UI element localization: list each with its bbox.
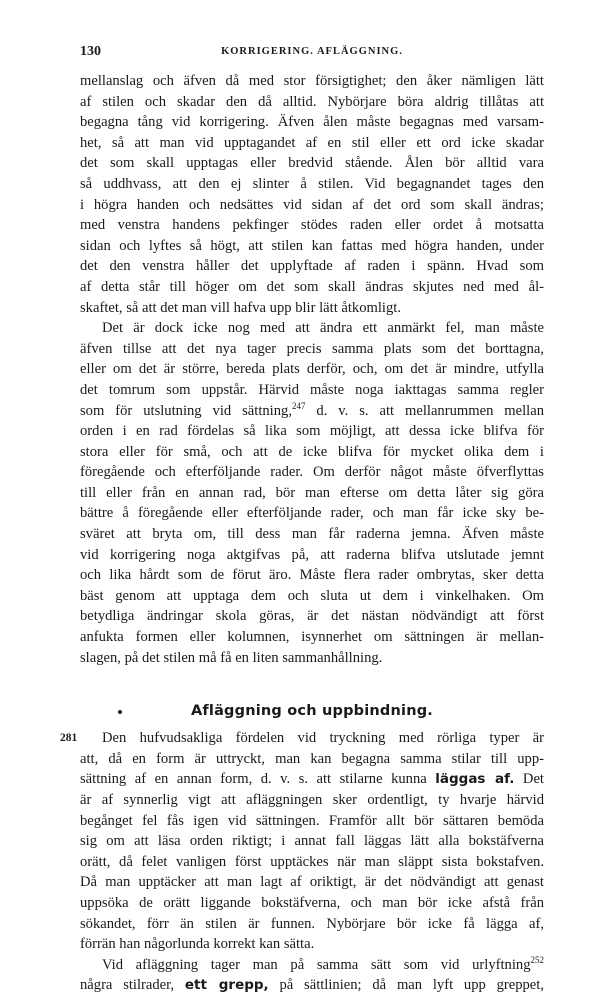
text-line: mellanslag och äfven då med stor försigtighet; den åker nämligen lätt [80, 73, 544, 89]
text-run: Det [514, 771, 544, 788]
paragraph-1 [80, 71, 544, 318]
text-run: som för utslutning vid sättning, [80, 402, 292, 419]
text-line: är af synnerlig vigt att afläggningen sker ordentligt, ty hvarje härvid [80, 792, 544, 808]
text-line: stora eller för små, och att de icke blifva för mycket olika dem i [80, 443, 544, 460]
text-line [80, 401, 544, 422]
text-line: het, så att man vid upptagandet af en stil eller ett ord icke skadar [80, 134, 544, 151]
text-line: orden i en rad fördelas så lika som möjligt, att dessa icke blifva för [80, 423, 544, 440]
text-line [80, 975, 544, 996]
text-line [80, 955, 544, 976]
text-line: bäst genom att upptaga dem och sluta ut dem i vinkelhaken. Om [80, 587, 544, 604]
text-line: så uddhvass, att den ej slinter å stilen. Vid begagnandet tages den [80, 175, 544, 192]
text-line: och lika hårdt som de förut äro. Måste flera rader ombrytas, sker detta [80, 567, 544, 584]
bullet-mark [118, 710, 122, 714]
text-line [80, 769, 544, 790]
text-line: föregående och efterföljande rader. Om derför något måste öfverflyttas [80, 464, 544, 481]
text-line: med venstra handens pekfinger stödes raden eller ordet å motsatta [80, 217, 544, 234]
emphasis-term: ett grepp, [184, 977, 269, 994]
text-line: betydliga ändringar skola göras, är det nästan nödvändigt att först [80, 608, 544, 625]
text-line: sväret att bryta om, till dess man får raderna jemna. Äfven måste [80, 526, 544, 543]
text-run: d. v. s. att mellanrummen mellan [305, 402, 545, 419]
text-line: till eller från en annan rad, bör man efterse om detta låter sig göra [80, 484, 544, 501]
text-line: det den venstra håller det upplyftade af raden i spänn. Hvad som [80, 258, 544, 275]
text-line: orätt, då felet vanligen först upptäckes när man släppt sista bokstafven. [80, 853, 544, 870]
text-run: sättning af en annan form, d. v. s. att stilarne kunna [80, 771, 436, 788]
paragraph-afläggning [80, 955, 544, 996]
section-heading-text: Afläggning och uppbindning. [190, 703, 434, 720]
page-number: 130 [80, 44, 101, 59]
margin-number: 281 [60, 732, 78, 745]
section-spacer [80, 668, 544, 694]
text-line: förrän han någorlunda korrekt kan sätta. [80, 936, 315, 953]
running-title: KORRIGERING. AFLÄGGNING. [221, 46, 403, 57]
text-line: sökandet, förr än stilen är funnen. Nybörjare bör icke få lägga af, [80, 915, 544, 932]
footnote-ref: 247 [291, 400, 306, 411]
text-line [60, 728, 544, 749]
text-line: bättre å föregående eller efterföljande rader, och man får icke sky be- [80, 505, 544, 522]
text-line: eller om det är större, bereda plats derför, och, om det är mindre, utfylla [80, 361, 544, 378]
text-line: af detta står till höger om det som skall ändras skjutes ned med ål- [80, 278, 544, 295]
text-run: på sättlinien; då man lyft upp greppet, [268, 977, 544, 994]
text-line: Då man upptäcker att man lagt af oriktigt, är det nödvändigt att genast [80, 874, 544, 891]
text-line: uppsöka de orätt liggande bokstäfverna, och man bör icke afstå från [80, 894, 544, 911]
text-run: Den hufvudsakliga fördelen vid tryckning med rörliga typer är [102, 730, 544, 747]
page-header [80, 44, 544, 60]
footnote-ref: 252 [530, 954, 544, 965]
emphasis-term: läggas af. [435, 771, 515, 788]
text-line: äfven tillse att det nya tager precis samma plats som det borttagna, [80, 340, 544, 357]
text-line: skaftet, så att det man vill hafva upp blir lätt åtkomligt. [80, 299, 401, 316]
text-run: några stilrader, [80, 977, 185, 994]
text-line: att, då en form är uttryckt, man kan begagna samma stilar till upp- [80, 750, 544, 767]
text-line: Det är dock icke nog med att ändra ett anmärkt fel, man måste [102, 320, 544, 337]
page-body [60, 71, 545, 996]
section-heading [80, 694, 544, 728]
paragraph-281 [60, 728, 544, 955]
text-line: anfukta formen eller kolumnen, isynnerhet om sättningen är mellan- [80, 629, 544, 646]
text-line: sidan och lyftes så högt, att stilen kan fattas med högra handen, under [80, 237, 544, 254]
text-line: af stilen och skadar den då alltid. Nybörjare böra aldrig tillåtas att [80, 93, 544, 110]
text-run: Vid afläggning tager man på samma sätt som vid urlyftning [102, 956, 531, 973]
text-line: begånget fel fås igen vid sättningen. Framför allt bör sättaren bemöda [80, 812, 544, 829]
text-line: begagna tång vid korrigering. Äfven ålen måste begagnas med varsam- [80, 114, 544, 131]
text-line: vid korrigering noga aktgifvas på, att raderna blifva utslutade jemnt [80, 546, 544, 563]
paragraph-2 [80, 318, 544, 668]
text-line: det tomrum som uppstår. Härvid måste noga iakttagas samma regler [80, 381, 544, 398]
text-line: i högra handen och nedsättes vid sidan af det ord som skall ändras; [80, 196, 544, 213]
text-line: det som skall upptagas eller bredvid stående. Ålen bör alltid vara [80, 155, 544, 172]
text-line: sig om att läsa orden riktigt; i annat fall läggas lätt alla bokstäfverna [80, 833, 544, 850]
text-line: slagen, på det stilen må få en liten sammanhållning. [80, 649, 383, 666]
